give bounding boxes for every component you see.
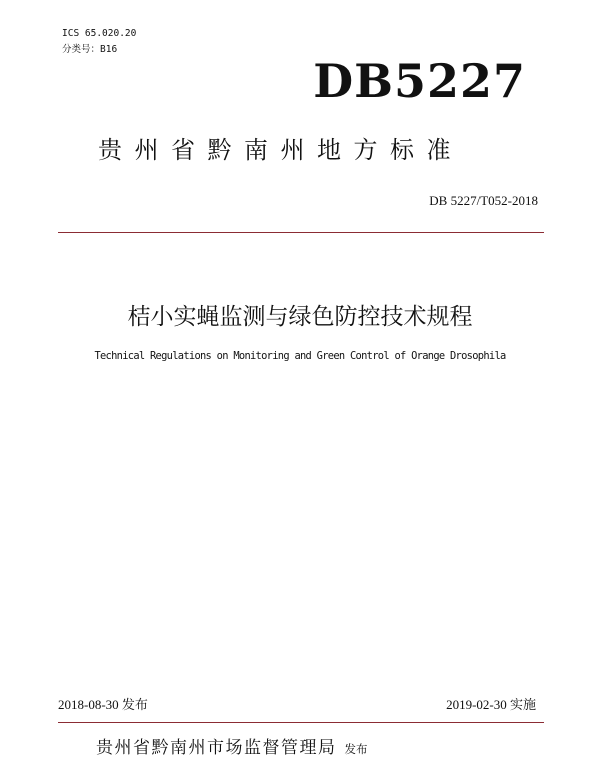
- issuer-verb: 发布: [344, 742, 368, 756]
- ics-code: ICS 65.020.20: [62, 28, 137, 39]
- standard-type-heading: 贵州省黔南州地方标准: [98, 136, 463, 164]
- top-divider: [58, 232, 544, 233]
- classification-number: 分类号：B16: [62, 44, 118, 55]
- standard-code-logo: DB5227: [313, 54, 526, 108]
- issuer-line: [96, 740, 368, 757]
- issue-date: 2018-08-30 发布: [58, 697, 148, 712]
- document-title-english: Technical Regulations on Monitoring and Green Control of Orange Drosophila: [94, 350, 506, 362]
- bottom-divider: [58, 722, 544, 723]
- issuer-name: 贵州省黔南州市场监督管理局: [96, 738, 337, 758]
- document-title-chinese: 桔小实蝇监测与绿色防控技术规程: [127, 304, 473, 330]
- standard-number: DB 5227/T052-2018: [429, 193, 538, 208]
- implementation-date: 2019-02-30 实施: [446, 697, 536, 712]
